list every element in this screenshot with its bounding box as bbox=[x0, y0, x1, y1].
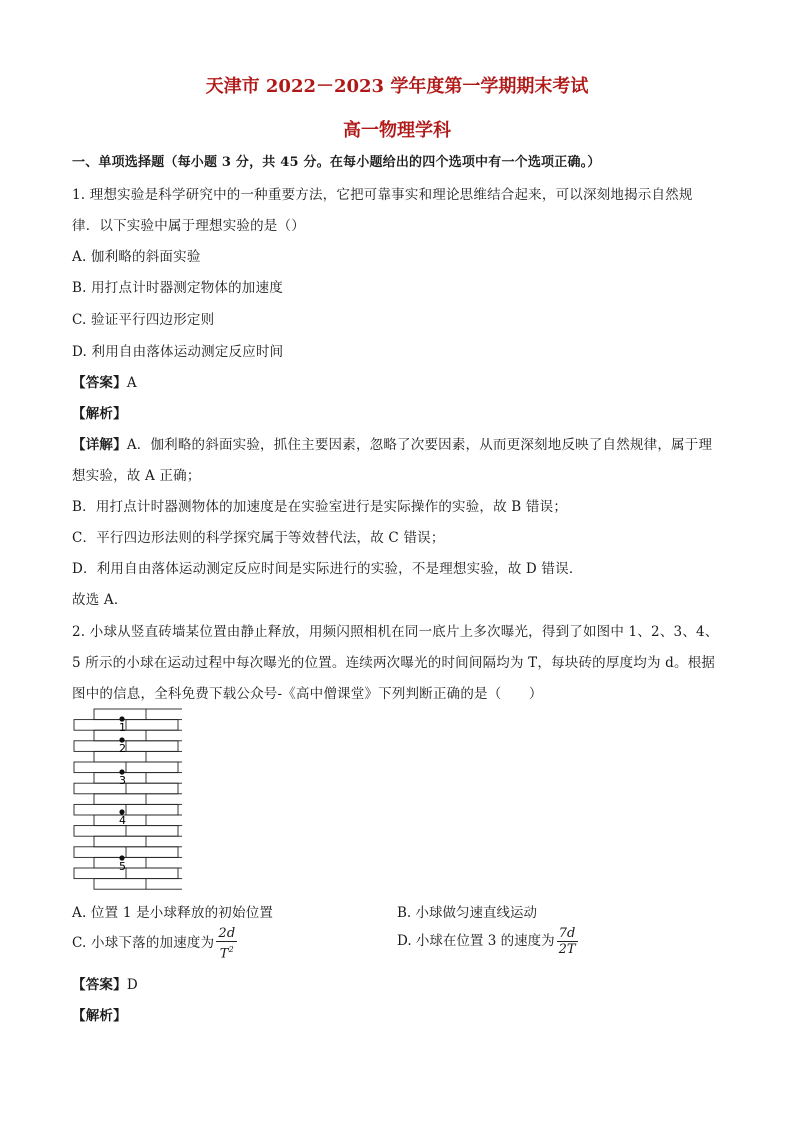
q1-stem-line2: 律．以下实验中属于理想实验的是（） bbox=[72, 218, 305, 234]
q2-analysis-label: 【解析】 bbox=[72, 1008, 127, 1024]
position-label-4: 4 bbox=[119, 814, 126, 827]
q1-analysis-label: 【解析】 bbox=[72, 406, 127, 422]
ball-position-2 bbox=[119, 737, 126, 755]
q2-stem-line3: 图中的信息，全科免费下载公众号-《高中僧课堂》下列判断正确的是（ ） bbox=[72, 686, 543, 702]
q1-detail-line4: C．平行四边形法则的科学探究属于等效替代法，故 C 错误； bbox=[72, 530, 445, 546]
option-d-text: D. 小球在位置 3 的速度为 bbox=[397, 933, 555, 949]
q2-option-c bbox=[72, 926, 237, 961]
q2-option-a: A. 位置 1 是小球释放的初始位置 bbox=[72, 905, 274, 921]
q1-detail-line1 bbox=[72, 433, 712, 453]
ball-position-3 bbox=[119, 769, 126, 787]
fraction-numerator: 2d bbox=[218, 926, 236, 941]
q2-answer bbox=[72, 973, 138, 993]
answer-value: D bbox=[126, 977, 138, 993]
document-title: 天津市 2022－2023 学年度第一学期期末考试 bbox=[205, 76, 589, 97]
ball-position-4 bbox=[119, 809, 126, 827]
q1-conclusion: 故选 A． bbox=[72, 592, 128, 608]
option-c-text: C. 小球下落的加速度为 bbox=[72, 935, 215, 952]
brick-row bbox=[94, 730, 182, 741]
answer-value: A bbox=[126, 375, 137, 391]
q1-stem-line1: 1. 理想实验是科学研究中的一种重要方法，它把可靠事实和理论思维结合起来，可以深刻地揭示自然规 bbox=[72, 187, 693, 203]
denominator-exponent: 2 bbox=[228, 945, 234, 954]
option-c-fraction bbox=[216, 926, 237, 961]
position-label-1: 1 bbox=[119, 721, 126, 734]
brick-rows bbox=[74, 709, 182, 889]
brick-row bbox=[94, 836, 182, 847]
q2-stem-line1: 2. 小球从竖直砖墙某位置由静止释放，用频闪照相机在同一底片上多次曝光，得到了如图中 1、2、3、4、 bbox=[72, 624, 719, 640]
brick-row bbox=[94, 815, 182, 826]
q1-detail-line5: D．利用自由落体运动测定反应时间是实际进行的实验，不是理想实验，故 D 错误． bbox=[72, 561, 583, 577]
q1-option-a: A. 伽利略的斜面实验 bbox=[72, 249, 201, 265]
position-label-3: 3 bbox=[119, 774, 126, 787]
denominator-base: T bbox=[219, 946, 229, 962]
fraction-denominator: 2T bbox=[558, 942, 576, 957]
q2-stem-line2: 5 所示的小球在运动过程中每次曝光的位置。连续两次曝光的时间间隔均为 T，每块砖的厚度均为 d。根据 bbox=[72, 655, 716, 671]
q1-answer bbox=[72, 371, 137, 391]
q1-option-d: D. 利用自由落体运动测定反应时间 bbox=[72, 344, 284, 360]
ball-position-5 bbox=[119, 855, 126, 873]
brick-row bbox=[94, 879, 182, 890]
option-d-fraction bbox=[557, 926, 578, 957]
q1-option-b: B. 用打点计时器测定物体的加速度 bbox=[72, 280, 283, 296]
document-subtitle: 高一物理学科 bbox=[343, 120, 451, 141]
answer-label: 【答案】 bbox=[72, 375, 127, 391]
section-heading: 一、单项选择题（每小题 3 分，共 45 分。在每小题给出的四个选项中有一个选项正确。） bbox=[72, 155, 601, 170]
fraction-numerator: 7d bbox=[557, 926, 578, 942]
brick-row bbox=[94, 857, 182, 868]
q1-detail-line2: 想实验，故 A 正确； bbox=[72, 468, 201, 484]
detail-text: A．伽利略的斜面实验，抓住主要因素，忽略了次要因素，从而更深刻地反映了自然规律，属于理 bbox=[126, 437, 713, 453]
q1-detail-line3: B．用打点计时器测物体的加速度是在实验室进行是实际操作的实验，故 B 错误； bbox=[72, 499, 568, 515]
q2-option-b: B. 小球做匀速直线运动 bbox=[397, 905, 538, 921]
position-label-5: 5 bbox=[119, 860, 126, 873]
brick-row bbox=[94, 709, 182, 720]
brick-row bbox=[94, 751, 182, 762]
answer-label: 【答案】 bbox=[72, 977, 127, 993]
brick-row bbox=[94, 794, 182, 805]
brick-row bbox=[94, 773, 182, 784]
brick-wall-figure bbox=[72, 708, 182, 890]
ball-position-1 bbox=[119, 716, 126, 734]
detail-label: 【详解】 bbox=[72, 437, 127, 453]
q2-option-d bbox=[397, 926, 578, 957]
fraction-denominator bbox=[216, 942, 237, 961]
position-label-2: 2 bbox=[119, 742, 126, 755]
q1-option-c: C. 验证平行四边形定则 bbox=[72, 312, 215, 328]
